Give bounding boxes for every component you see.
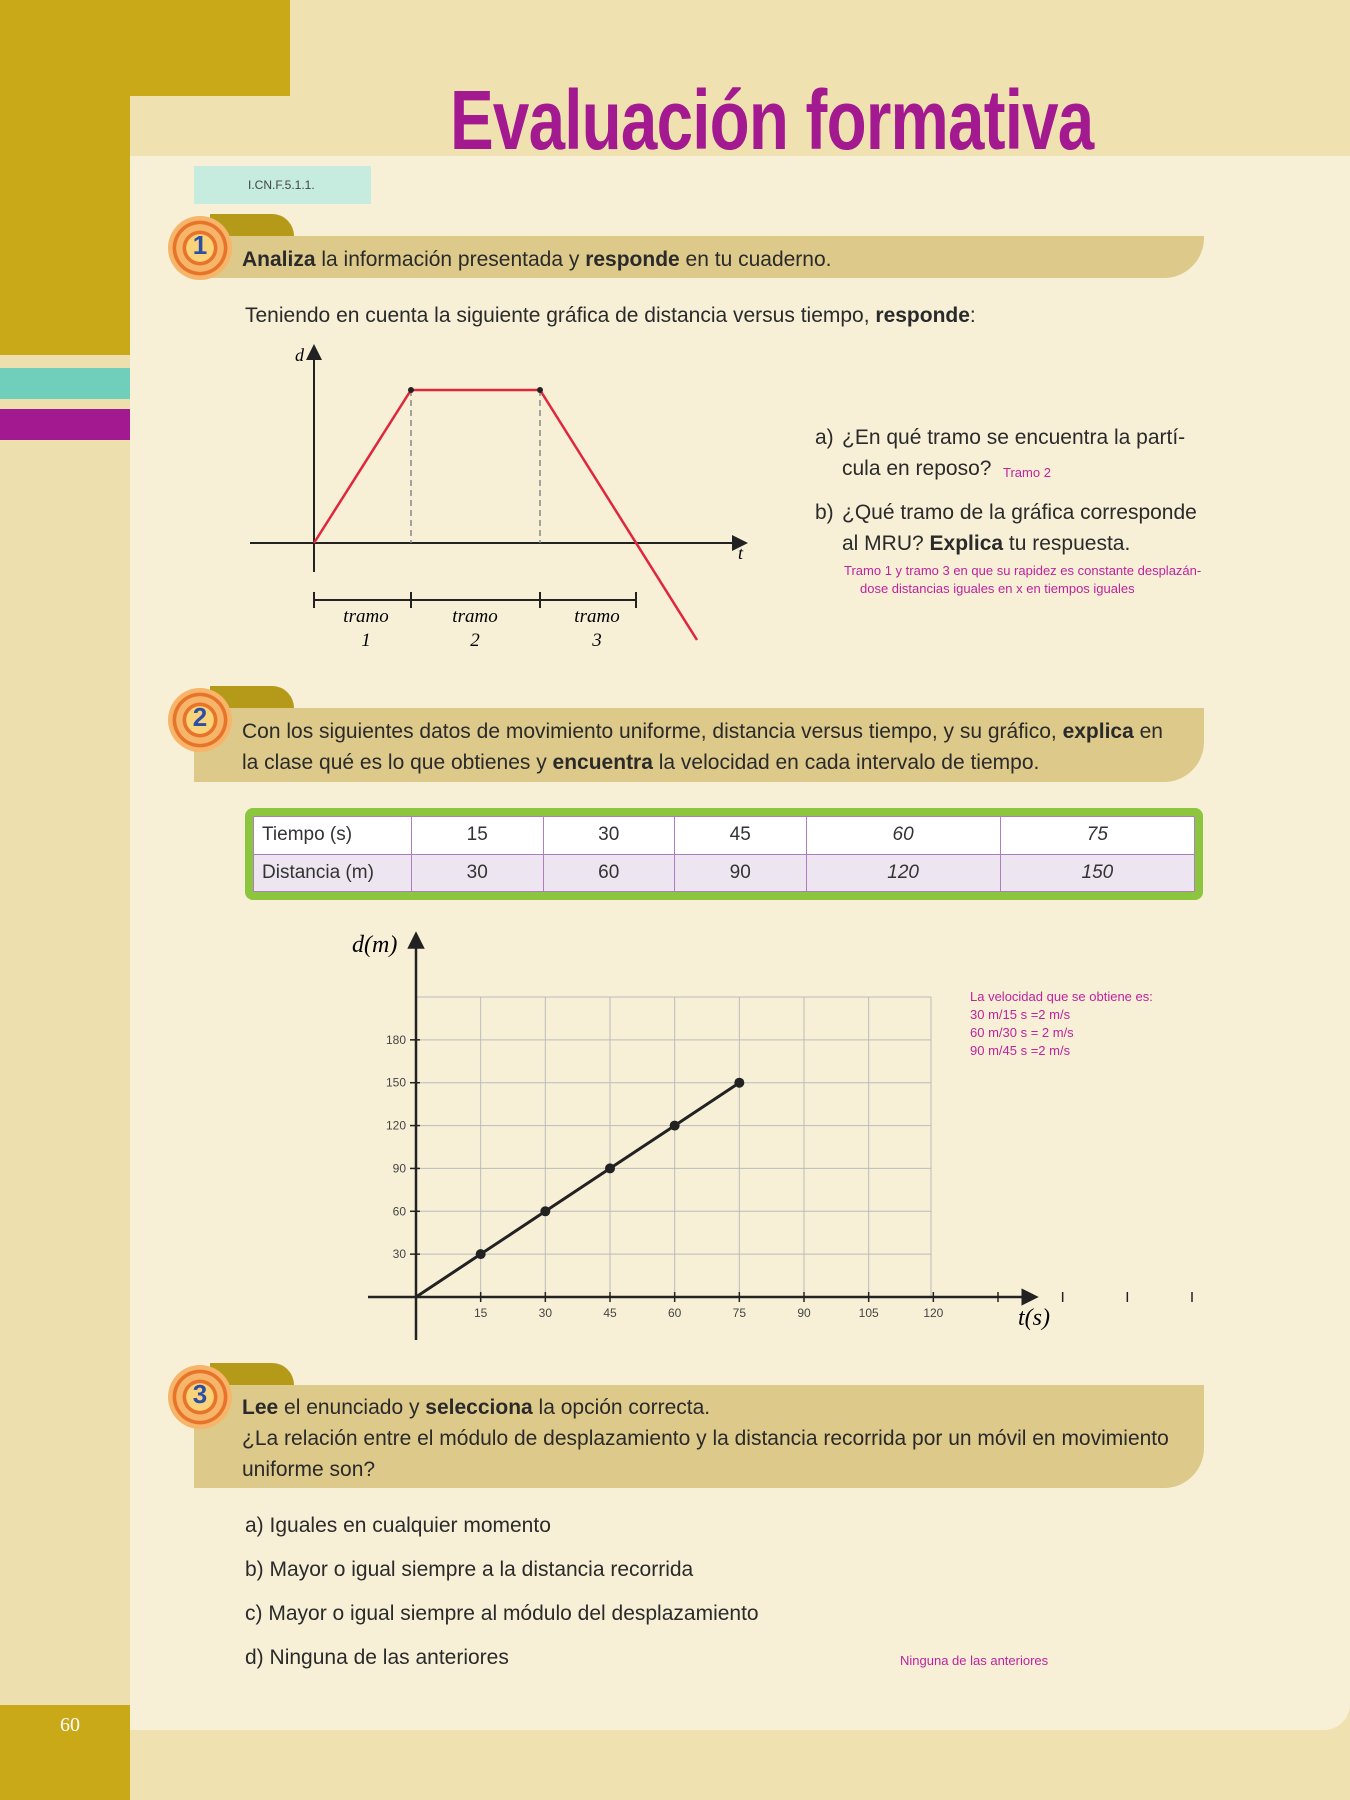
y-tick-label: 120 [385,1118,406,1133]
q1-number: 1 [192,230,208,260]
x-tick-label: 45 [603,1306,617,1320]
x-tick-label: 90 [797,1306,811,1320]
q3-number-badge [168,1365,232,1429]
q1a-answer: Tramo 2 [1003,465,1051,480]
x-tick-label: 75 [732,1306,747,1320]
q3-option-b: b) Mayor o igual siempre a la distancia recorrida [245,1558,694,1581]
q1b-answer-2: dose distancias iguales en x en tiempos iguales [860,581,1135,596]
y-tick-label: 30 [392,1247,406,1262]
data-point [734,1078,744,1088]
y-tick-label: 90 [392,1161,406,1176]
table-cell: 60 [543,854,675,892]
page-number: 60 [60,1714,80,1736]
q2-number: 2 [192,702,208,732]
table-cell: 30 [412,854,544,892]
q1-segment-number: 2 [470,630,480,651]
q2-y-axis-label: d(m) [352,932,398,958]
q1b-text-2: al MRU? Explica tu respuesta. [842,532,1131,555]
q3-option-d: d) Ninguna de las anteriores [245,1646,509,1669]
indicator-code: I.CN.F.5.1.1. [194,166,371,204]
data-point [670,1121,680,1131]
q1b-answer-1: Tramo 1 y tramo 3 en que su rapidez es constante desplazán- [844,563,1202,578]
q2-series-line [416,1083,739,1297]
table-cell: 90 [675,854,807,892]
y-tick-label: 150 [385,1075,406,1090]
x-tick-label: 105 [858,1306,879,1320]
q1-segment-number: 3 [592,630,602,651]
q1-segment-label: tramo [452,606,498,627]
table-header-time: Tiempo (s) [254,817,412,855]
q2-line-1: Con los siguientes datos de movimiento uniforme, distancia versus tiempo, y su gráfico, explica en [242,720,1163,743]
q1-intro: Teniendo en cuenta la siguiente gráfica de distancia versus tiempo, responde: [245,304,976,327]
table-cell: 30 [543,817,675,855]
q1-x-label: t [738,543,744,563]
table-cell: 15 [412,817,544,855]
q3-option-a: a) Iguales en cualquier momento [245,1514,551,1537]
table-cell: 45 [675,817,807,855]
q3-question-1: ¿La relación entre el módulo de desplazamiento y la distancia recorrida por un móvil en movimiento [242,1427,1169,1450]
q1a-label: a) [815,426,834,449]
y-tick-label: 180 [385,1032,406,1047]
table-cell: 60 [806,817,1000,855]
q1-instruction: Analiza la información presentada y responde en tu cuaderno. [242,248,832,271]
x-tick-label: 15 [473,1306,488,1320]
q3-answer: Ninguna de las anteriores [900,1653,1049,1668]
q2-answer-4: 90 m/45 s =2 m/s [970,1043,1071,1058]
table-header-distance: Distancia (m) [254,854,412,892]
q2-answer-2: 30 m/15 s =2 m/s [970,1007,1071,1022]
q3-instruction: Lee el enunciado y selecciona la opción correcta. [242,1396,711,1419]
x-tick-label: 120 [923,1306,944,1320]
q1b-label: b) [815,501,834,524]
data-point [476,1249,486,1259]
q1-y-label: d [295,345,304,365]
q1-segment-label: tramo [343,606,389,627]
q1a-text-1: ¿En qué tramo se encuentra la partí- [842,426,1186,449]
q2-answer-1: La velocidad que se obtiene es: [970,989,1153,1004]
table-cell: 120 [806,854,1000,892]
q1a-text-2: cula en reposo? [842,457,992,480]
q2-x-axis-label: t(s) [1018,1305,1050,1331]
q3-number: 3 [192,1379,208,1409]
data-point [540,1206,550,1216]
q3-question-2: uniforme son? [242,1458,376,1481]
q2-answer-3: 60 m/30 s = 2 m/s [970,1025,1074,1040]
q1b-text-1: ¿Qué tramo de la gráfica corresponde [842,501,1197,524]
x-tick-label: 30 [538,1306,553,1320]
table-cell: 75 [1000,817,1194,855]
y-tick-label: 60 [392,1204,406,1219]
page-title: Evaluación formativa [450,73,1094,167]
q3-option-c: c) Mayor o igual siempre al módulo del desplazamiento [245,1602,759,1625]
q1-segment-label: tramo [574,606,620,627]
data-point [605,1163,615,1173]
q1-segment-number: 1 [361,630,371,651]
table-cell: 150 [1000,854,1194,892]
x-tick-label: 60 [667,1306,682,1320]
q2-line-2: la clase qué es lo que obtienes y encuentra la velocidad en cada intervalo de tiempo. [242,751,1040,774]
